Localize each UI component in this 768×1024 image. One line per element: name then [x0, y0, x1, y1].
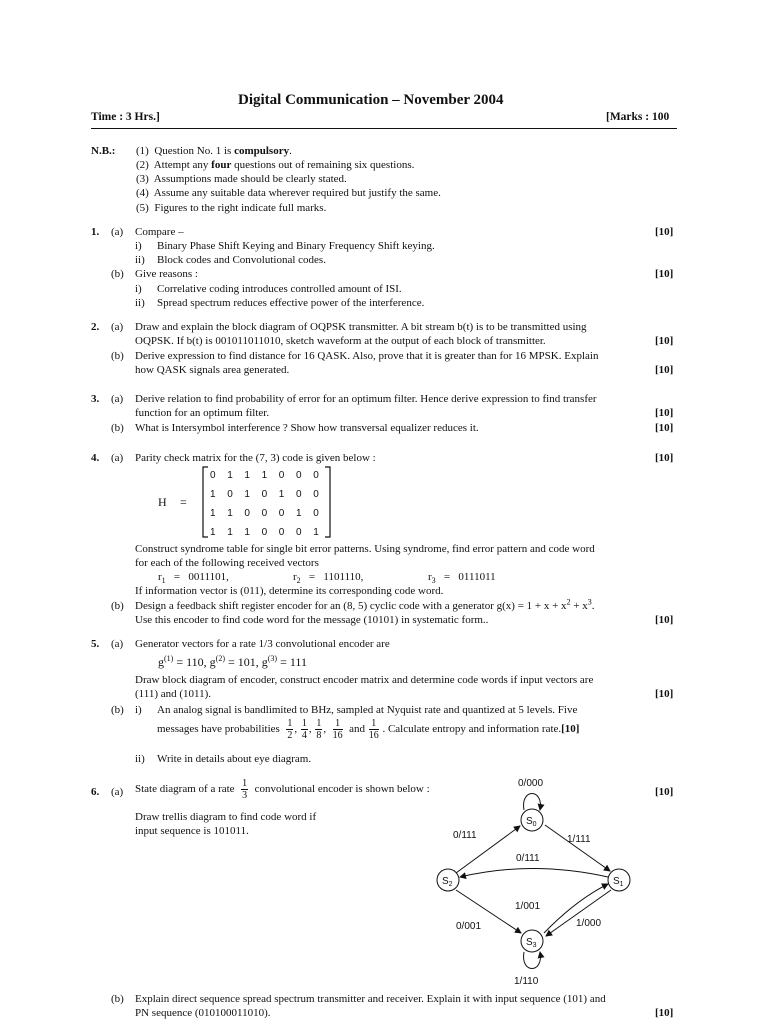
- part-label: (a): [111, 786, 124, 798]
- sub-number: ii): [135, 254, 145, 266]
- matrix-cell: 1: [244, 527, 250, 538]
- question-number: 3.: [91, 393, 100, 405]
- question-text: PN sequence (010100011010).: [135, 1007, 271, 1019]
- edge-label: 1/000: [576, 918, 602, 929]
- matrix-cell: 1: [210, 527, 216, 538]
- question-text: Draw block diagram of encoder, construct encoder matrix and determine code words if input vectors are: [135, 674, 594, 686]
- matrix-left-bracket: [203, 467, 208, 537]
- question-text: Write in details about eye diagram.: [157, 753, 312, 765]
- part-label: (b): [111, 600, 124, 612]
- matrix-cell: 0: [244, 508, 250, 519]
- matrix-cell: 1: [227, 508, 233, 519]
- question-text: OQPSK. If b(t) is 001011011010, sketch waveform at the output of each block of transmitter.: [135, 335, 546, 347]
- question-text: function for an optimum filter.: [135, 407, 270, 419]
- question-number: 4.: [91, 452, 100, 464]
- sub-number: ii): [135, 753, 145, 765]
- state-s0-label: $S_0$: [526, 816, 537, 828]
- edge-s3-self: [524, 952, 541, 969]
- edge-label: 1/110: [514, 976, 539, 987]
- edge-s0-s1: [545, 825, 610, 871]
- question-number: 1.: [91, 226, 100, 238]
- question-text: for each of the following received vectors: [135, 557, 319, 569]
- matrix-cell: 1: [210, 489, 216, 500]
- paper-title: Digital Communication – November 2004: [238, 92, 504, 108]
- state-s3-label: $S_3$: [526, 937, 537, 949]
- matrix-cell: 0: [313, 470, 319, 481]
- edge-label: 0/111: [453, 830, 477, 841]
- nb-item: (1) Question No. 1 is compulsory.: [136, 145, 292, 157]
- marks: [10]: [655, 268, 674, 280]
- sub-number: ii): [135, 297, 145, 309]
- question-text: Block codes and Convolutional codes.: [157, 254, 326, 266]
- question-text: Correlative coding introduces controlled amount of ISI.: [157, 283, 402, 295]
- state-s2-label: $S_2$: [442, 876, 453, 888]
- nb-item: (2) Attempt any four questions out of remaining six questions.: [136, 159, 415, 171]
- question-text: Construct syndrome table for single bit error patterns. Using syndrome, find error pattern and code word: [135, 543, 595, 555]
- matrix-cell: 1: [210, 508, 216, 519]
- edge-label: 0/001: [456, 921, 482, 932]
- marks: [10]: [655, 786, 674, 798]
- question-text: Spread spectrum reduces effective power of the interference.: [157, 297, 425, 309]
- question-text: Parity check matrix for the (7, 3) code is given below :: [135, 452, 376, 464]
- matrix-cell: 0: [210, 470, 216, 481]
- state-s1-label: $S_1$: [613, 876, 624, 888]
- question-text: State diagram of a rate $\frac{1}{3}$ convolutional encoder is shown below :: [135, 778, 430, 801]
- received-vector-1: $r_1$ = 0011101,: [158, 571, 229, 586]
- nb-label: N.B.:: [91, 145, 116, 157]
- question-text: Compare –: [135, 226, 184, 238]
- question-text: An analog signal is bandlimited to BHz, sampled at Nyquist rate and quantized at 5 levels. Five: [157, 704, 578, 716]
- matrix-cell: 1: [227, 527, 233, 538]
- matrix-cell: 1: [227, 470, 233, 481]
- matrix-cell: 1: [313, 527, 319, 538]
- question-text: What is Intersymbol interference ? Show how transversal equalizer reduces it.: [135, 422, 479, 434]
- question-text: Binary Phase Shift Keying and Binary Frequency Shift keying.: [157, 240, 435, 252]
- part-label: (b): [111, 422, 124, 434]
- question-text: how QASK signals area generated.: [135, 364, 290, 376]
- matrix-cell: 0: [313, 508, 319, 519]
- question-text: Design a feedback shift register encoder for an (8, 5) cyclic code with a generator $g(x) = 1 + x + x^2 + x^3$.: [135, 597, 595, 612]
- edge-label: 1/111: [567, 834, 591, 845]
- nb-item: (5) Figures to the right indicate full marks.: [136, 202, 327, 214]
- matrix-cell: 1: [244, 489, 250, 500]
- edge-s0-self: [524, 794, 541, 811]
- generator-vectors: $g^{(1)} = 110$, $g^{(2)} = 101$, $g^{(3)} = 111$: [158, 654, 307, 669]
- edge-label: 0/111: [516, 853, 540, 864]
- marks: [10]: [655, 452, 674, 464]
- part-label: (a): [111, 321, 124, 333]
- marks: [10]: [655, 335, 674, 347]
- part-label: (a): [111, 638, 124, 650]
- part-label: (b): [111, 268, 124, 280]
- edge-label: 0/000: [518, 778, 544, 789]
- question-text: Use this encoder to find code word for the message (10101) in systematic form..: [135, 614, 489, 626]
- edge-s1-s3: [546, 890, 611, 936]
- question-text: Generator vectors for a rate 1/3 convolutional encoder are: [135, 638, 390, 650]
- probability-fraction: $\frac{1}{4}$: [301, 718, 307, 741]
- matrix-cell: 0: [261, 527, 268, 538]
- matrix-cell: 1: [296, 508, 302, 519]
- probability-fraction: $\frac{1}{16}$: [332, 718, 343, 741]
- edge-label: 1/001: [515, 901, 541, 912]
- matrix-cells: [210, 470, 319, 538]
- matrix-cell: 0: [261, 489, 268, 500]
- sub-number: i): [135, 704, 142, 716]
- marks: [10]: [655, 226, 674, 238]
- question-text: Draw trellis diagram to find code word if: [135, 811, 317, 823]
- question-text: Explain direct sequence spread spectrum transmitter and receiver. Explain it with input sequence (101) and: [135, 993, 606, 1005]
- nb-item: (4) Assume any suitable data wherever required but justify the same.: [136, 187, 441, 199]
- marks: [10]: [655, 1007, 674, 1019]
- question-text: If information vector is (011), determine its corresponding code word.: [135, 585, 444, 597]
- probability-fraction: $\frac{1}{8}$: [316, 718, 322, 741]
- marks: [10]: [655, 614, 674, 626]
- matrix-label: H: [158, 495, 167, 509]
- matrix-cell: 0: [278, 508, 285, 519]
- matrix-cell: 0: [227, 489, 233, 500]
- matrix-cell: 0: [278, 527, 285, 538]
- matrix-cell: 1: [278, 489, 285, 500]
- part-label: (b): [111, 704, 124, 716]
- received-vector-3: $r_3$ = 0111011: [428, 571, 496, 586]
- part-label: (a): [111, 226, 124, 238]
- matrix-cell: 0: [261, 508, 268, 519]
- question-number: 6.: [91, 786, 100, 798]
- marks: [10]: [655, 364, 674, 376]
- edge-s1-s2: [460, 869, 608, 878]
- matrix-cell: 0: [278, 470, 285, 481]
- question-text: Draw and explain the block diagram of OQPSK transmitter. A bit stream b(t) is to be transmitted using: [135, 321, 587, 333]
- question-text: input sequence is 101011.: [135, 825, 249, 837]
- part-label: (b): [111, 993, 124, 1005]
- question-text: Give reasons :: [135, 268, 198, 280]
- rate-fraction: $\frac{1}{3}$: [242, 778, 248, 801]
- matrix-right-bracket: [325, 467, 330, 537]
- matrix-cell: 1: [244, 470, 250, 481]
- time-label: Time : 3 Hrs.]: [91, 111, 160, 123]
- part-label: (b): [111, 350, 124, 362]
- marks-label: [Marks : 100: [606, 111, 670, 123]
- matrix-cell: 1: [261, 470, 268, 481]
- probability-fraction: $\frac{1}{16}$: [368, 718, 379, 741]
- question-text: Derive relation to find probability of error for an optimum filter. Hence derive expression to find transfer: [135, 393, 597, 405]
- question-number: 5.: [91, 638, 100, 650]
- matrix-cell: 0: [313, 489, 319, 500]
- received-vector-2: $r_2$ = 1101110,: [293, 571, 364, 586]
- marks: [10]: [655, 407, 674, 419]
- marks: [10]: [655, 422, 674, 434]
- state-diagram: [420, 770, 660, 990]
- question-number: 2.: [91, 321, 100, 333]
- matrix-cell: 0: [296, 489, 302, 500]
- question-text: Derive expression to find distance for 16 QASK. Also, prove that it is greater than for 16 MPSK. Explain: [135, 350, 599, 362]
- matrix-equals: =: [180, 495, 187, 509]
- probabilities-line: messages have probabilities $\frac{1}{2}$ , $\frac{1}{4}$ , $\frac{1}{8}$ , $\frac{1}{16}$ and $\frac{1}{16}$ . Calculate entropy and information rate.[10]: [157, 718, 580, 741]
- marks: [10]: [655, 688, 674, 700]
- probability-fraction: $\frac{1}{2}$: [287, 718, 293, 741]
- sub-number: i): [135, 240, 142, 252]
- question-text: (111) and (1011).: [135, 688, 212, 700]
- parity-matrix: [200, 464, 336, 540]
- sub-number: i): [135, 283, 142, 295]
- header-rule: [91, 128, 677, 129]
- nb-item: (3) Assumptions made should be clearly stated.: [136, 173, 347, 185]
- matrix-cell: 0: [296, 470, 302, 481]
- part-label: (a): [111, 393, 124, 405]
- matrix-cell: 0: [296, 527, 302, 538]
- part-label: (a): [111, 452, 124, 464]
